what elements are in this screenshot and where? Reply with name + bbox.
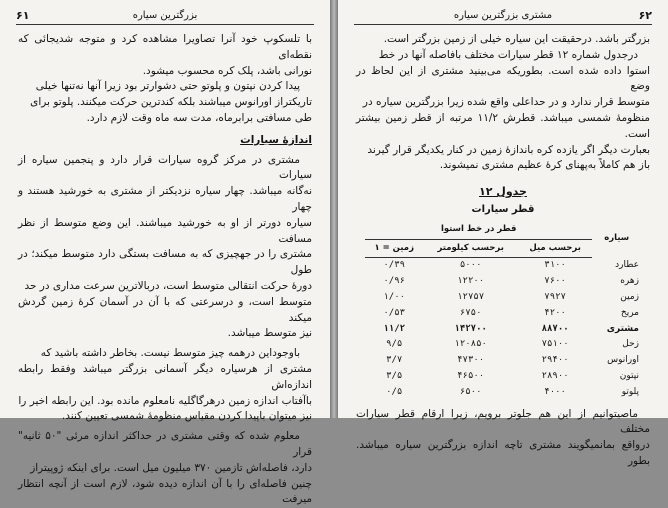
table-row — [365, 322, 641, 338]
table-cell-miles: ۸۸۷۰۰ — [541, 323, 569, 334]
table-cell-ratio: ۰/۹۶ — [383, 276, 406, 287]
text-line: نورانی باشد، پلک کره محسوب میشود. — [142, 64, 312, 77]
page-header — [354, 10, 652, 25]
table-cell-name: زحل — [622, 339, 639, 350]
text-line: استوا داده شده است. بطوریکه می‌بینید مشتری از این لحاظ در وضع — [356, 64, 650, 93]
table-cell-ratio: ۰/۵ — [386, 386, 403, 397]
text-line: معلوم شده که وقتی مشتری در حداکثر اندازه مرئی "۵۰ ثانیه" قرار — [18, 430, 312, 458]
text-line: نیز میتوان باپیدا کردن مقیاس منظومهٔ شمسی تعیین کنند. — [61, 410, 312, 423]
column-group-header: قطر در خط استوا — [365, 221, 592, 239]
text-line: ماصیتوانیم از این هم جلوتر برویم، زیرا ارقام قطر سیارات مختلف — [356, 407, 650, 436]
planets-table — [365, 221, 641, 401]
running-head: بزرگترین سیاره — [132, 10, 198, 21]
text-line: پیدا کردن نپتون و پلوتو حتی دشوارتر بود زیرا آنها نه‌تنها خیلی — [35, 80, 300, 93]
text-line: باآفتاب اندازه زمین درهرگاگلیه نامعلوم مانده بود. این رابطه اخیر را — [18, 394, 312, 407]
page-body — [18, 32, 312, 508]
table-cell-km: ۶۵۰۰ — [459, 386, 482, 397]
section-title: اندازهٔ سیارات — [240, 133, 312, 146]
table-cell-miles: ۷۵۱۰۰ — [541, 339, 569, 350]
table-row — [365, 385, 641, 401]
table-cell-km: ۱۲۰۸۵۰ — [454, 339, 487, 350]
table-cell-miles: ۲۸۹۰۰ — [541, 370, 569, 381]
table-row — [365, 258, 641, 274]
table-cell-miles: ۴۰۰۰ — [544, 386, 566, 397]
left-page — [0, 0, 330, 506]
text-line: بزرگتر باشد. درحقیقت این سیاره خیلی از زمین بزرگتر است. — [383, 33, 650, 45]
page-number: ۶۱ — [16, 9, 30, 22]
text-line: باوجوداین درهمه چیز متوسط نیست. بخاطر داشته باشید که — [40, 347, 300, 360]
page-header — [16, 10, 314, 25]
table-cell-name: زهره — [620, 276, 639, 287]
table-row — [365, 353, 641, 369]
table-cell-km: ۶۷۵۰ — [459, 307, 482, 318]
table-cell-km: ۱۲۷۵۷ — [457, 291, 485, 302]
table-cell-name: عطارد — [615, 260, 639, 271]
table-cell-miles: ۷۹۲۷ — [544, 291, 566, 302]
running-head: مشتری بزرگترین سیاره — [453, 10, 553, 21]
table-cell-km: ۱۴۲۷۰۰ — [454, 323, 487, 334]
table-row — [365, 290, 641, 306]
page-body — [356, 32, 650, 470]
text-line: منظومهٔ شمسی میباشد. قطرش ۱۱/۲ مرتبه از قطر زمین بیشتر است. — [356, 111, 650, 140]
table-cell-km: ۴۶۵۰۰ — [457, 370, 485, 381]
table-cell-ratio: ۰/۳۹ — [383, 260, 406, 271]
table-cell-km: ۴۷۳۰۰ — [457, 355, 485, 366]
table-cell-ratio: ۱۱/۲ — [383, 323, 406, 334]
text-line: سیاره دورتر از او به خورشید میباشند. این وضع متوسط از نظر مسافت — [18, 216, 312, 245]
table-cell-ratio: ۱/۰۰ — [383, 291, 406, 302]
table-title: جدول ۱۲ — [479, 185, 527, 199]
column-header: برحسب کیلومتر — [423, 239, 517, 258]
table-row — [365, 274, 641, 290]
book-gutter — [330, 0, 338, 418]
table-cell-miles: ۳۱۰۰ — [544, 260, 566, 271]
table-cell-ratio: ۳/۷ — [386, 355, 403, 366]
table-cell-ratio: ۰/۵۳ — [383, 307, 406, 318]
text-line: درواقع بمانمیگویند مشتری تاچه اندازه بزرگترین سیاره میباشد. بطور — [356, 439, 650, 467]
text-line: تاریکتراز اورانوس میباشند بلکه کندترین حرکت میکنند. پلوتو برای — [30, 96, 312, 109]
text-line: دارد، فاصله‌اش تازمین ۳۷۰ میلیون میل است. برای اینکه ژوپیتراز — [30, 461, 312, 474]
table-row — [365, 306, 641, 322]
table-cell-name: زمین — [620, 291, 639, 302]
table-cell-ratio: ۹/۵ — [386, 339, 403, 350]
table-cell-name: مریخ — [620, 307, 639, 318]
text-line: چنین فاصله‌ای را با آن اندازه دیده شود، لازم است از آنچه انتظار میرفت — [18, 477, 312, 506]
table-cell-name: مشتری — [606, 323, 639, 334]
text-line: بعبارت دیگر اگر یازده کره باندازهٔ زمین در کنار یکدیگر قرار گیرند — [367, 143, 650, 156]
table-cell-name: نپتون — [619, 370, 639, 381]
text-line: درجدول شماره ۱۲ قطر سیارات مختلف بافاصله آنها در خط — [378, 48, 638, 61]
column-header: سیاره — [604, 233, 630, 244]
text-line: متوسط است، و درسرعتی که با آن در آسمان کرهٔ زمین گردش میکند — [18, 295, 312, 324]
table-cell-ratio: ۳/۵ — [386, 370, 403, 381]
table-cell-miles: ۲۹۴۰۰ — [541, 355, 569, 366]
page-number: ۶۲ — [638, 9, 652, 22]
text-line: مشتری در مرکز گروه سیارات قرار دارد و پنجمین سیاره از سیارات — [18, 153, 312, 182]
column-header: زمین = ۱ — [365, 239, 423, 258]
table-cell-name: اورانوس — [607, 355, 639, 366]
table-cell-km: ۵۰۰۰ — [459, 260, 482, 271]
text-line: طی مسافتی برابرماه، مدت سه ماه وقت لازم دارد. — [86, 111, 312, 124]
text-line: دورهٔ حرکت انتقالی متوسط است، دربالاترین سرعت مداری در حد — [24, 279, 312, 292]
table-cell-km: ۱۲۲۰۰ — [457, 276, 485, 287]
column-header: برحسب میل — [518, 239, 592, 258]
right-page — [338, 0, 668, 467]
table-subtitle: قطر سیارات — [471, 203, 535, 215]
text-line: مشتری را در جهچیزی که به مسافت بستگی دارد متوسط میکند؛ در طول — [18, 248, 312, 277]
table-row — [365, 337, 641, 353]
text-line: با تلسکوپ خود آنرا تصاویرا مشاهده کرد و متوجه شدیجائی که نقطه‌ای — [18, 33, 312, 61]
table-cell-miles: ۷۶۰۰ — [544, 276, 566, 287]
text-line: نیز متوسط میباشد. — [227, 327, 312, 340]
text-line: باز هم کاملاً به‌پهنای کرهٔ عظیم مشتری نمیشوند. — [439, 159, 650, 172]
table-cell-name: پلوتو — [621, 386, 639, 397]
table-row — [365, 369, 641, 385]
text-line: نه‌گانه میباشد. چهار سیاره نزدیکتر از مشتری به خورشید هستند و چهار — [18, 185, 312, 213]
table-cell-miles: ۴۲۰۰ — [544, 307, 566, 318]
text-line: مشتری از هرسیاره دیگر آسمانی بزرگتر میباشد وفقط رابطه اندازه‌اش — [18, 362, 312, 391]
text-line: متوسط قرار ندارد و در حداعلی واقع شده زیرا بزرگترین سیاره در — [362, 96, 650, 109]
